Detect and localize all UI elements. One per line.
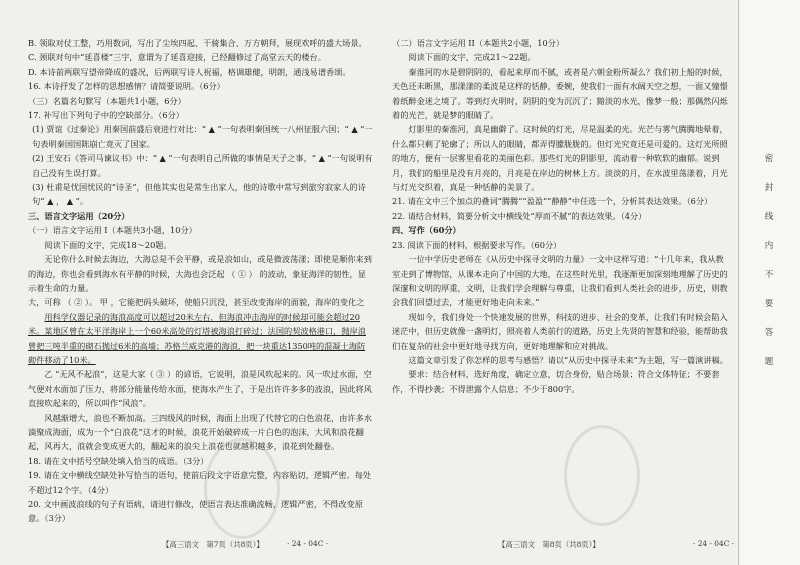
question-17-1: (1) 贾谊《过秦论》用秦国前盛后衰进行对比：“ ▲ ”一句表明秦国统一八州征服六国；“ ▲ ”一句表明秦国国陈崩亡竟灭了国家。 <box>32 124 373 149</box>
left-page-footer: 【高三语文 第7页（共8页）】 <box>162 540 264 549</box>
question-21: 21. 请在文中三个加点的叠词“腾腾”“盈盈”“静静”中任选一个，分析其表达效果。（6分） <box>392 196 713 207</box>
seal-char: 内 <box>764 241 774 251</box>
seal-char: 线 <box>764 212 774 222</box>
question-17: 17. 补写出下列句子中的空缺部分。（6分） <box>28 110 184 121</box>
section-writing-heading: 四、写作（60分） <box>392 225 461 236</box>
seal-char: 答 <box>764 328 774 338</box>
right-page-column <box>392 36 728 396</box>
question-19: 19. 请在文中横线空缺处补写恰当的语句，使前后段文字语意完整，内容贴切，逻辑严密。每处不超过12个字。（4分） <box>28 470 372 495</box>
faded-watermark-right <box>564 425 640 526</box>
reading-instruction-2: 阅读下面的文字，完成21～22题。 <box>408 52 536 63</box>
passage-paragraph-1: 无论你什么时候去海边，大海总是不会平静，或是浪如山，或是微波荡漾；即使是顺你来到的海边，你也会看到海水有平静的时候，大海也会泛起 （ ① ） 的波动，象征海洋的韧性，显示着生命的力量。 <box>28 254 372 293</box>
subsection-language-2: （二）语言文字运用 II（本题共2小题，10分） <box>392 38 565 48</box>
subsection-language-1: （一）语言文字运用 I（本题共3小题，10分） <box>28 225 197 236</box>
material-paragraph-2: 现如今，我们身处一个快速发展的世界，科技的进步、社会的变革，让我们有时候会陷入迷茫中，但历史就像一盏明灯，照亮着人类前行的道路，历史上先贤的智慧和经验，能帮助我们在复杂的社会中更好地寻找方向，更好地理解和应对挑战。 <box>392 311 728 351</box>
passage-paragraph-2: 大，可称 （ ② ）。 甲 ，它能把码头破坏，使船只沉没，甚至改变海岸的面貌，海岸的变化之 <box>28 297 365 308</box>
seal-char: 要 <box>764 299 774 309</box>
faded-watermark-left <box>204 438 280 539</box>
seal-char: 题 <box>764 357 774 367</box>
seal-char: 不 <box>764 270 774 280</box>
option-b: B. 领取对仗工整，巧用数词，写出了尘埃四起、干骑集合、万方朝拜，展现欢呼的盛大场景。 <box>28 38 367 48</box>
writing-prompt: 这篇文章引发了你怎样的思考与感悟？请以“从历史中探寻未来”为主题，写一篇演讲稿。 <box>408 354 728 365</box>
question-22: 22. 请结合材料，简要分析文中横线处“厚而不腻”的表达效果。（4分） <box>392 210 647 221</box>
question-17-3: (3) 杜甫是忧国忧民的“诗圣”，但他其实也是常生出家人，他的诗歌中常写到旅穷寂家人的诗句“ ▲ ， ▲ ”。 <box>32 182 366 207</box>
section-famous-quotes: （三）名篇名句默写（本题共1小题，6分） <box>28 95 186 106</box>
question-16: 16. 本诗抒发了怎样的思想感情？请简要说明。（6分） <box>28 81 225 92</box>
right-page-code: · 24 - 04C · <box>693 539 735 548</box>
writing-requirements: 要求：结合材料，选好角度，确定立意，切合身份，贴合场景；符合文体特征；不要套作，不得抄袭；不得泄露个人信息；不少于800字。 <box>392 369 720 394</box>
left-page-column <box>28 36 373 526</box>
qinhuai-paragraph-1: 秦淮河的水是碧阴阴的，看起来厚而不腻，或者是六朝金粉所凝么？我们初上船的时候，天色还未断黑，那漾漾的柔波是这样的恬静，委婉，使我们一面有水阔天空之想，一面又憧憬着纸醉金迷之境了。等到灯火明时，阴阴的变为沉沉了；黯淡的水光，像梦一般；那偶然闪烁着的光芒，就是梦的眼睛了。 <box>392 66 728 121</box>
left-page-code: · 24 - 04C · <box>287 539 329 548</box>
passage-paragraph-4: 乙 “无风不起浪”，这是大家（ ③ ）的谚语，它说明，浪是风吹起来的。风一吹过水面，空气便对水面加了压力，将部分能量传给水面，使海水产生了，于是出许许多多的波浪，因此将风直接吹起来的，所以叫作“风浪”。 <box>28 369 372 409</box>
fold-divider <box>738 0 739 565</box>
question-17-2: (2) 王安石《答司马谏议书》中：“ ▲ ”一句表明自己所做的事情是天子之事，“ ▲ ”一句说明有自己没有生误打算。 <box>32 153 373 178</box>
reading-instruction: 阅读下面的文字，完成18～20题。 <box>44 239 172 250</box>
question-23: 23. 阅读下面的材料，根据要求写作。（60分） <box>392 239 562 250</box>
passage-paragraph-5: 风越渐增大，浪也不断加高。三四级风的时候，海面上出现了代替它的白色浪花，由许多水滴聚成海面，成为一个“白浪花”这才的时候，浪花开始破碎成一片白色的泡沫，大风和浪花翻起，风再大，浪就会变成更大的，翻起来的浪尖上浪花也就越积越多，浪花到处翻卷。 <box>28 412 372 452</box>
section-three-heading: 三、语言文字运用（20分） <box>28 210 130 221</box>
seal-line-strip <box>740 0 800 565</box>
seal-line-text <box>762 145 776 377</box>
seal-char: 密 <box>764 154 774 164</box>
question-18: 18. 请在文中括号空缺处填入恰当的成语。（3分） <box>28 455 209 466</box>
qinhuai-paragraph-2: 灯影里的秦淮河，真是幽僻了。这时候的灯光，尽是温柔的光。光芒与雾气腾腾地晕着，什么都只剩了轮廓了；所以人的眼睛，都弄得朦胧胧的。但灯光究竟还是可爱的。这灯光所照的地方，便有一层雾里看花的美丽色彩。那些灯光的阴影里，流动着一种软软的幽郁。说到月，我们的船里是没有月亮的，月亮是在岸边的树林上方。淡淡的月，在水波里荡漾着，月光与灯光交织着，真是一种恬静的美景了。 <box>392 124 728 193</box>
question-20: 20. 文中画波浪线的句子有语病，请进行修改，使语言表达准确流畅，逻辑严密，不得改变原意。（3分） <box>28 499 363 524</box>
right-page-footer: 【高三语文 第8页（共8页）】 <box>498 540 600 549</box>
seal-char: 封 <box>764 183 774 193</box>
passage-paragraph-3: 用科学仪器记录的海浪高度可以超过20米左右，但海浪冲击海岸的时候却可能会超过20米。某地区曾在太平洋海岸上一个60米高处的灯塔被海浪打碎过；法国的契波格港口，抛岸浪曾把三吨半重的砌石抛过6米的高墙；苏格兰威克港的海浪，把一块重达1350吨的混凝土海防砌件移动了10米。 <box>28 311 366 365</box>
option-c: C. 颈联对句中“延喜楼”三字，意谓为了延喜迎接，已经翻修过了高堂云天的楼台。 <box>28 52 326 63</box>
option-d: D. 本诗前两联写望帝降成的盛况，后两联写诗人祝福，格调雄健，明朗，通浅易谱香颂。 <box>28 66 351 77</box>
material-paragraph-1: 一位中学历史老师在《从历史中探寻文明的力量》一文中这样写道：“十几年来，我从教室走到了博物馆，从课本走向了中国的大地，在这些时光里，我逐渐更加深刻地理解了历史的深邃和文明的厚重，文明，让我们学会理解与尊重，让我们看到人类社会的进步，历史，则教会我们回望过去，才能更好地走向未来。” <box>392 254 728 308</box>
